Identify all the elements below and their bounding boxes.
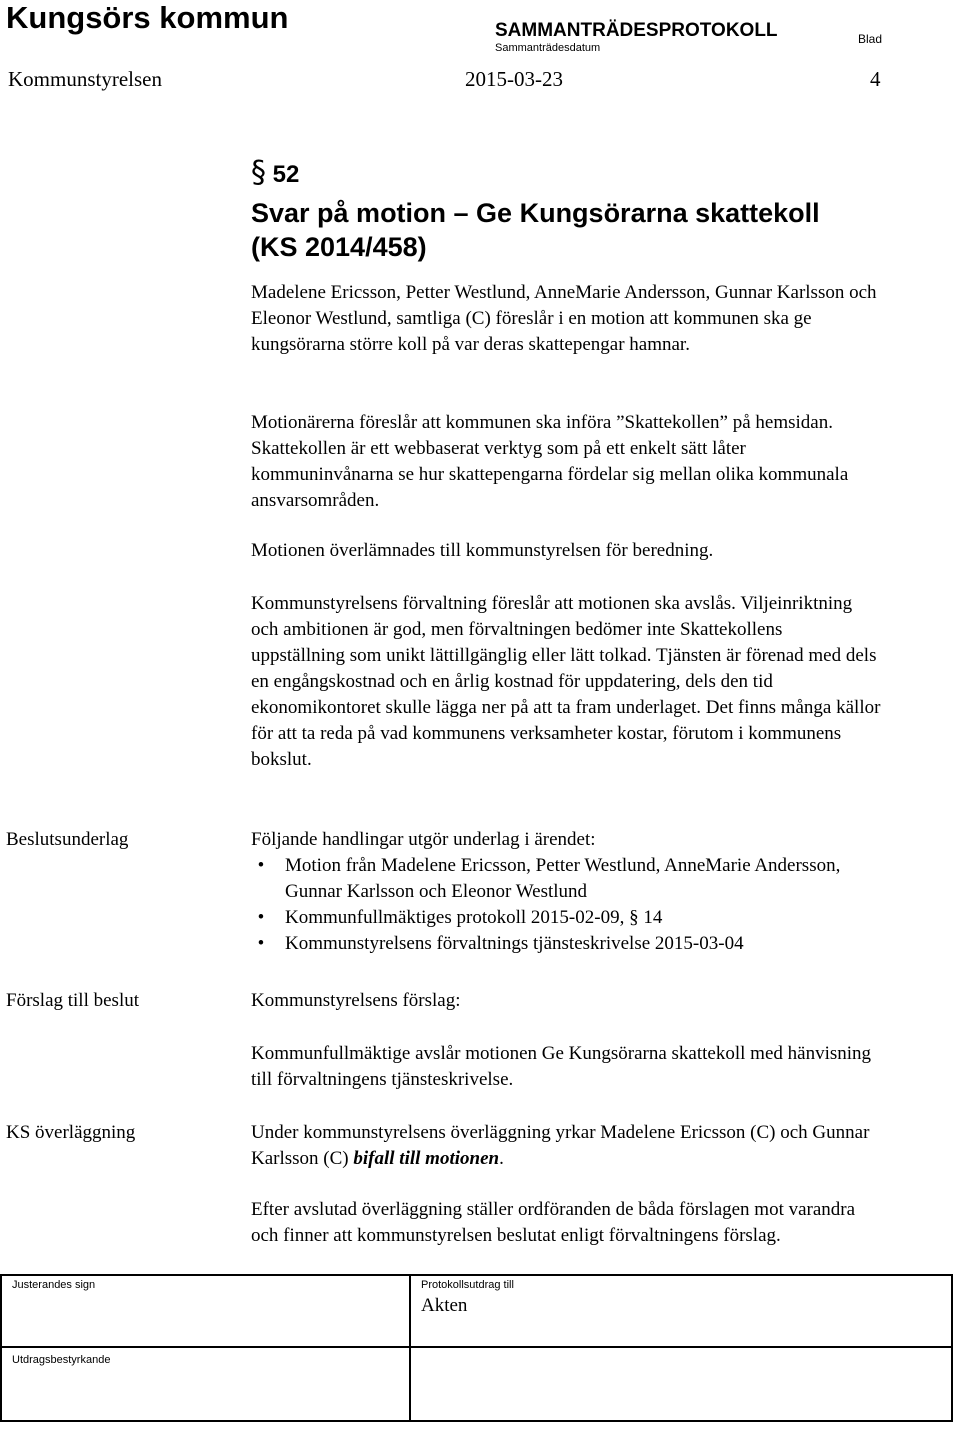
justerandes-sign-label: Justerandes sign [12, 1279, 96, 1291]
section-sign: § [251, 155, 266, 190]
paragraph-skattekollen: Motionärerna föreslår att kommunen ska införa ”Skattekollen” på hemsidan. Skattekollen är ett webbaserat verktyg som på ett enkelt sätt låter kommuninvånarna se hur skattepengarna fördelar sig mellan olika kommunala ansvarsområden. [251, 412, 849, 511]
bullet-icon: • [257, 855, 265, 876]
paragraph-motion: Madelene Ericsson, Petter Westlund, AnneMarie Andersson, Gunnar Karlsson och Eleonor Westlund, samtliga (C) föreslår i en motion att kommunen ska ge kungsörarna större koll på var deras skattepengar hamnar. [251, 282, 877, 355]
overlaggning-text-before: Under kommunstyrelsens överläggning yrkar Madelene Ericsson (C) och Gunnar Karlsson (C) [251, 1122, 870, 1169]
municipality-name: Kungsörs kommun [6, 0, 289, 35]
list-item-text: Kommunfullmäktiges protokoll 2015-02-09, § 14 [285, 907, 663, 928]
utdragsbestyrkande-cell [2, 1348, 411, 1420]
list-item-text: Kommunstyrelsens förvaltnings tjänsteskrivelse 2015-03-04 [285, 933, 744, 954]
paragraph-beredning: Motionen överlämnades till kommunstyrelsen för beredning. [251, 540, 714, 561]
utdragsbestyrkande-label: Utdragsbestyrkande [12, 1354, 111, 1366]
page-label: Blad [858, 32, 883, 46]
forslag-text: Kommunfullmäktige avslår motionen Ge Kungsörarna skattekoll med hänvisning till förvaltningens tjänsteskrivelse. [251, 1043, 872, 1090]
beslutsunderlag-intro: Följande handlingar utgör underlag i ärendet: [251, 829, 596, 850]
bullet-icon: • [257, 933, 265, 954]
beslutsunderlag-list [251, 853, 891, 957]
forslag-label: Förslag till beslut [6, 990, 139, 1011]
beslutsunderlag-label: Beslutsunderlag [6, 829, 129, 850]
document-type: SAMMANTRÄDESPROTOKOLL [495, 20, 778, 41]
list-item-text: Motion från Madelene Ericsson, Petter Westlund, AnneMarie Andersson, Gunnar Karlsson och Eleonor Westlund [285, 855, 841, 902]
item-title-line1: Svar på motion – Ge Kungsörarna skattekoll [251, 198, 820, 228]
protokollsutdrag-cell [411, 1276, 951, 1348]
list-item [251, 905, 891, 931]
page-number: 4 [870, 67, 881, 91]
paragraph-forvaltning: Kommunstyrelsens förvaltning föreslår att motionen ska avslås. Viljeinriktning och ambitionen är god, men förvaltningen bedömer inte Skattekollens uppställning som unikt lättillgänglig eller lätt tolkad. Tjänsten är förenad med dels en engångskostnad och en årlig kostnad för uppdatering, dels den tid ekonomikontoret skulle lägga ner på att ta fram underlaget. Det finns många källor för att ta reda på vad kommunens verksamheter kostar, förutom i kommunens bokslut. [251, 593, 881, 770]
committee-name: Kommunstyrelsen [8, 67, 162, 91]
signature-box [0, 1274, 953, 1422]
overlaggning-label: KS överläggning [6, 1122, 136, 1143]
item-title [251, 196, 901, 264]
meeting-date: 2015-03-23 [465, 67, 563, 91]
section-number [251, 155, 299, 193]
section-number-value: 52 [272, 161, 300, 188]
overlaggning-emphasis: bifall till motionen [353, 1148, 500, 1169]
list-item [251, 931, 891, 957]
overlaggning-paragraph-2: Efter avslutad överläggning ställer ordföranden de båda förslagen mot varandra och finner att kommunstyrelsen beslutat enligt förvaltningens förslag. [251, 1199, 856, 1246]
overlaggning-paragraph-1 [251, 1120, 881, 1172]
overlaggning-text-after: . [499, 1148, 504, 1169]
bullet-icon: • [257, 907, 265, 928]
protokollsutdrag-label: Protokollsutdrag till [421, 1279, 514, 1291]
justerandes-sign-cell [2, 1276, 411, 1348]
item-title-line2: (KS 2014/458) [251, 232, 427, 262]
forslag-heading: Kommunstyrelsens förslag: [251, 990, 461, 1011]
list-item [251, 853, 891, 905]
date-label: Sammanträdesdatum [495, 42, 601, 54]
protokollsutdrag-value: Akten [421, 1295, 468, 1316]
